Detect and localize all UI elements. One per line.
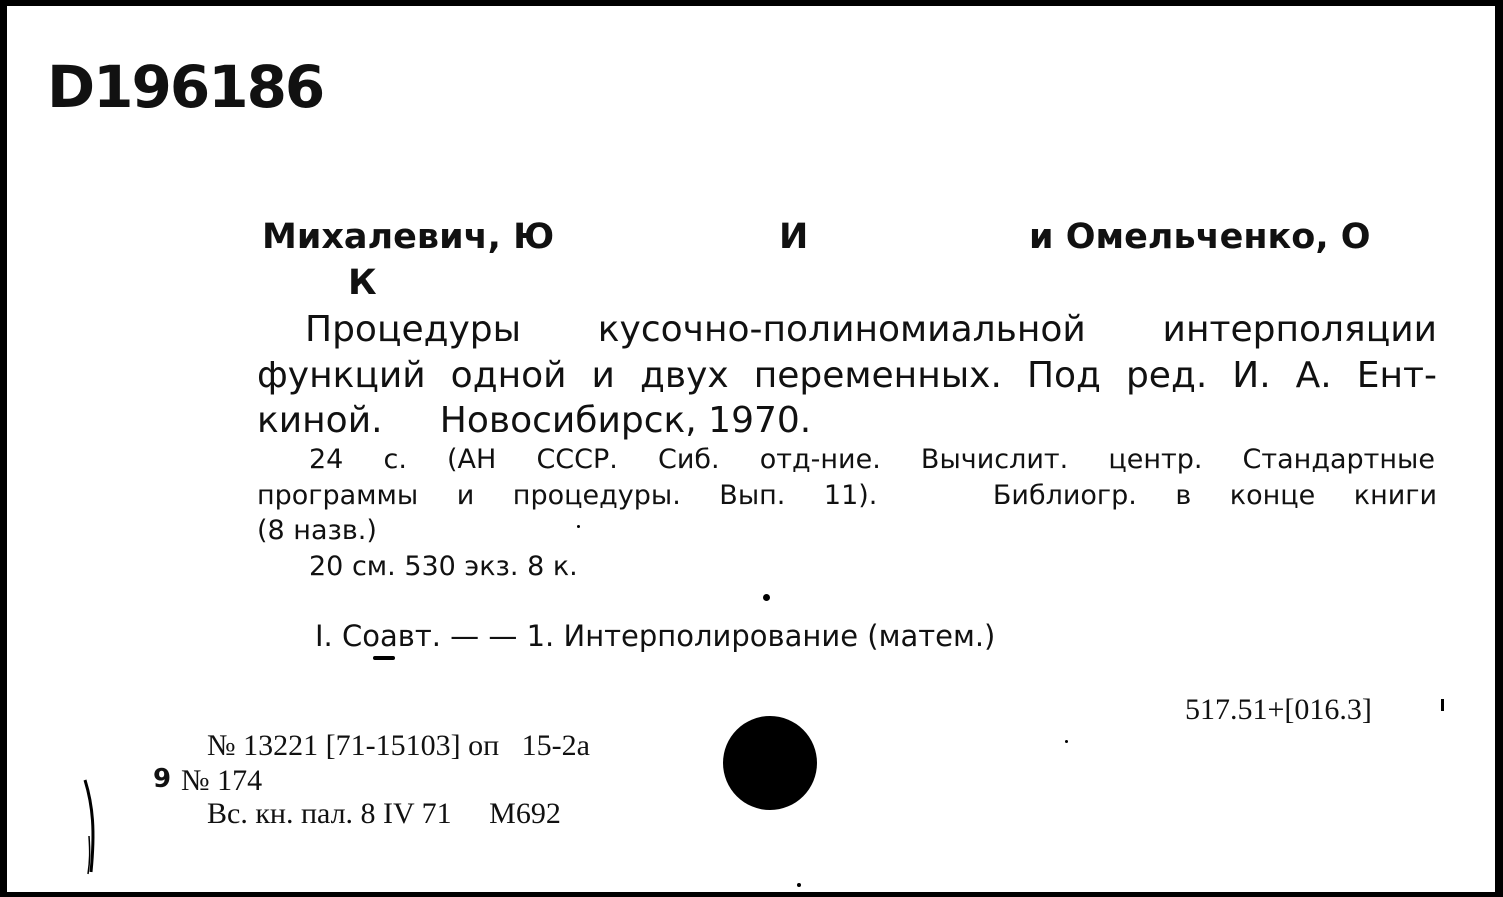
footer-count: 9 [153,764,172,794]
ink-speck [1065,740,1068,743]
title-line-3: киной. Новосибирск, 1970. [257,400,812,441]
ink-speck [797,883,801,887]
footer-number: № 174 [181,764,263,797]
punch-hole [723,716,817,810]
author-coauthor: и Омельченко, О [1029,217,1371,257]
description-line-3: (8 назв.) [257,515,377,546]
title-line-2: функций одной и двух переменных. Под ред. И. А. Ент- [257,355,1437,396]
title-line-1: Процедуры кусочно-полиномиальной интерполяции [305,309,1437,350]
footer-accession: № 13221 [71-15103] оп 15-2а [207,729,590,762]
ink-speck [763,594,770,601]
author-coauthor-initial: К [348,263,377,303]
ink-stroke [1441,699,1444,711]
udc-class: 517.51+[016.3] [1185,693,1372,726]
ink-speck [577,525,580,528]
author-initial: И [779,217,809,257]
physical-description: 20 см. 530 экз. 8 к. [309,551,578,582]
margin-pencil-mark [79,776,105,876]
inventory-number: D196186 [47,53,324,121]
description-line-1: 24 с. (АН СССР. Сиб. отд-ние. Вычислит. центр. Стандартные [309,444,1435,475]
tracings: I. Соавт. — — 1. Интерполирование (матем.) [315,619,996,653]
footer-chamber: Вс. кн. пал. 8 IV 71 М692 [207,797,561,830]
author-primary: Михалевич, Ю [262,217,555,257]
ink-stroke [373,656,395,660]
description-line-2: программы и процедуры. Вып. 11). Библиогр. в конце книги [257,480,1437,511]
